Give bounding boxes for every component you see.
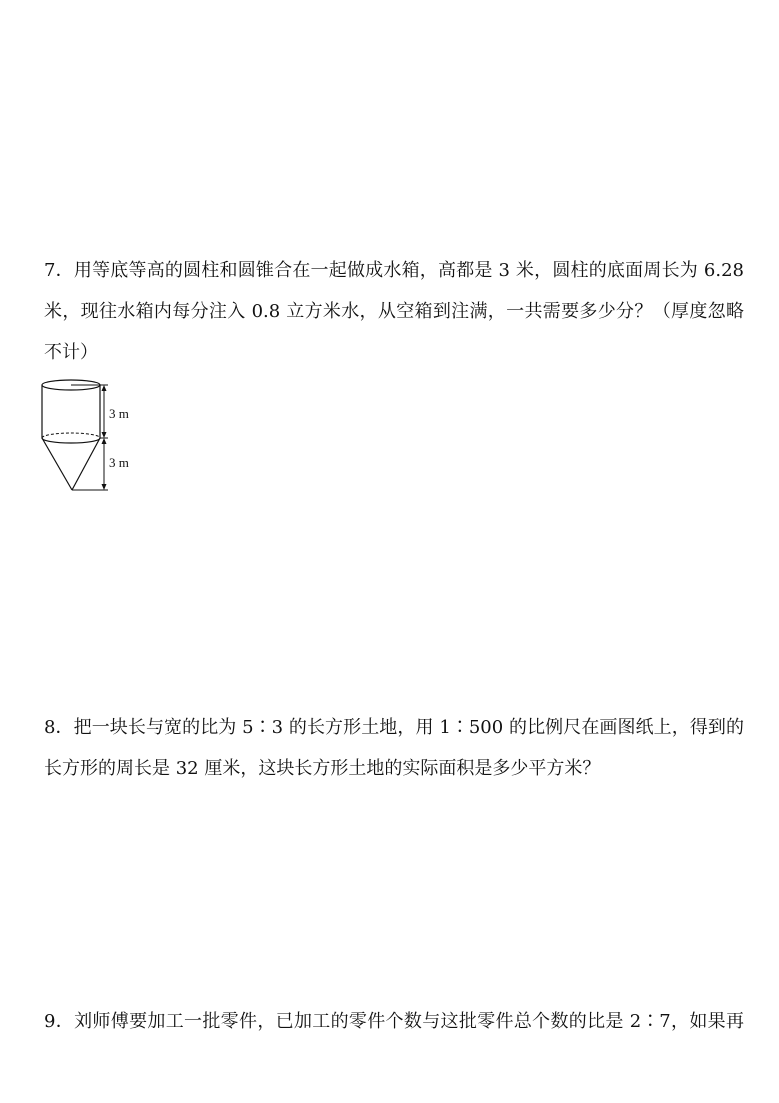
question-7-line-2: 米，现往水箱内每分注入 0.8 立方米水，从空箱到注满，一共需要多少分？（厚度忽略 (44, 301, 744, 322)
question-8-line-2: 长方形的周长是 32 厘米，这块长方形土地的实际面积是多少平方米？ (44, 758, 601, 779)
question-7-line-1: 7．用等底等高的圆柱和圆锥合在一起做成水箱，高都是 3 米，圆柱的底面周长为 6.28 (44, 260, 744, 281)
question-7-line-3: 不计） (44, 342, 98, 363)
dimension-label-top: 3 m (109, 406, 129, 421)
cylinder-bottom-front (42, 438, 100, 443)
question-9-line-1: 9．刘师傅要加工一批零件，已加工的零件个数与这批零件总个数的比是 2∶7，如果再 (44, 1011, 744, 1032)
dimension-label-bottom: 3 m (109, 455, 129, 470)
cylinder-bottom-back (42, 433, 100, 438)
question-8-line-1: 8．把一块长与宽的比为 5∶3 的长方形土地，用 1∶500 的比例尺在画图纸上，得到的 (44, 717, 744, 738)
water-tank-figure (38, 376, 148, 498)
cone-right-side (72, 438, 100, 490)
cone-left-side (42, 438, 72, 490)
